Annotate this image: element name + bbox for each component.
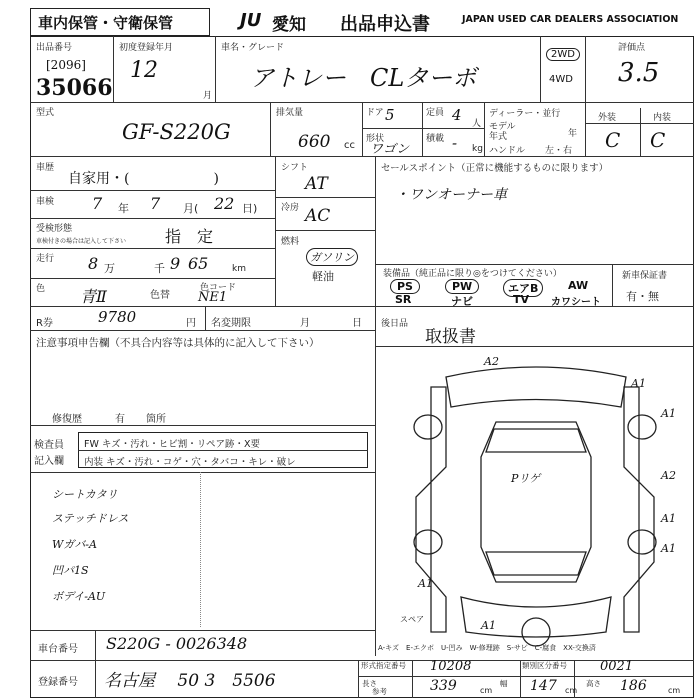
- model-label: 型式: [36, 108, 55, 118]
- color-code-label: 色コード: [200, 283, 237, 293]
- name-change-day: 日: [352, 318, 362, 329]
- plate-label: 登録番号: [38, 677, 78, 688]
- height-label: 高さ: [586, 679, 601, 688]
- drive-4wd: 4WD: [549, 74, 573, 85]
- title-left: 車内保管・守衛保管: [38, 14, 174, 32]
- recycle-label: R券: [36, 318, 53, 329]
- shift-label: シフト: [281, 163, 309, 173]
- doors-value: 5: [385, 106, 395, 124]
- height-value: 186: [620, 678, 647, 694]
- interior-grade: C: [650, 128, 666, 152]
- inspector-note-1: シートカタリ: [52, 488, 118, 501]
- equipment-pw: PW: [445, 279, 479, 294]
- type-designation-value: 10208: [430, 659, 472, 674]
- later-items-label: 後日品: [381, 319, 409, 329]
- repaint-label: 色替: [150, 290, 170, 301]
- fuel-option-gasoline: ガソリン: [306, 248, 358, 266]
- equipment-seat: カワシート: [551, 297, 601, 308]
- equipment-label: 装備品（純正品に限り◎をつけてください）: [383, 269, 562, 279]
- equipment-aw: AW: [568, 279, 589, 292]
- reference-label: 参考: [372, 687, 387, 696]
- equipment-ps: PS: [390, 279, 420, 294]
- equipment-sr: SR: [395, 293, 412, 306]
- inspector-note-5: ボデイ-AU: [52, 590, 106, 603]
- mileage-rest: 65: [188, 254, 209, 273]
- diagram-note: Pリゲ: [511, 472, 541, 485]
- displacement-value: 660: [298, 132, 331, 152]
- damage-mark-a1-bottom: A1: [481, 619, 496, 632]
- inspector-note-3: Wガバ-A: [52, 538, 97, 551]
- damage-mark-a1-right: A1: [661, 407, 676, 420]
- shift-value: AT: [305, 174, 328, 194]
- model-year-label: モデル: [489, 122, 516, 132]
- recycle-value: 9780: [98, 308, 137, 326]
- body-shape-value: ワゴン: [370, 142, 410, 157]
- mileage-man-unit: 万: [104, 262, 115, 275]
- length-value: 339: [430, 678, 457, 694]
- warranty-options: 有・無: [626, 290, 659, 303]
- plate-value: 名古屋 50 3 5506: [104, 671, 276, 691]
- evaluation-label: 評価点: [618, 43, 646, 53]
- chassis-value: S220G - 0026348: [106, 634, 248, 653]
- length-unit: cm: [480, 686, 493, 695]
- logo-org: 愛知: [272, 15, 306, 35]
- body-shape-label: 形状: [366, 134, 385, 144]
- equipment-tv: TV: [513, 293, 530, 306]
- inspection-month-unit: 月(: [183, 202, 199, 215]
- model-value: GF-S220G: [122, 120, 231, 144]
- displacement-label: 排気量: [276, 108, 304, 118]
- car-name-label: 車名・グレード: [221, 43, 285, 53]
- mileage-label: 走行: [36, 254, 55, 264]
- inspection-type-label: 受検形態: [36, 224, 73, 234]
- lot-number: 35066: [36, 75, 113, 101]
- inspection-day: 22: [214, 194, 235, 213]
- mileage-unit: km: [232, 264, 246, 274]
- seats-unit: 人: [472, 119, 482, 129]
- aircon-value: AC: [305, 206, 331, 226]
- exterior-grade: C: [605, 128, 621, 152]
- color-value: 青Ⅱ: [80, 287, 107, 306]
- inspection-type-value: 指 定: [165, 227, 214, 246]
- name-change-month: 月: [300, 318, 310, 329]
- inspection-year: 7: [92, 194, 103, 213]
- equipment-airbag: エアB: [503, 279, 543, 297]
- later-items-value: 取扱書: [425, 327, 476, 347]
- doors-label: ドア: [366, 108, 384, 118]
- fuel-option-diesel: 軽油: [312, 270, 334, 283]
- type-designation-label: 形式指定番号: [361, 661, 406, 670]
- lot-label: 出品番号: [36, 43, 73, 53]
- car-damage-diagram: [376, 347, 694, 647]
- recycle-unit: 円: [186, 318, 196, 329]
- notes-label: 注意事項申告欄（不具合内容等は具体的に記入して下さい）: [36, 337, 320, 349]
- dealer-label: ディーラー・並行: [489, 109, 561, 119]
- mileage-thou-unit: 千: [154, 262, 165, 275]
- registration-year: 12: [130, 58, 158, 83]
- seats-value: 4: [452, 106, 462, 124]
- load-value: -: [452, 134, 458, 152]
- year-label: 年式: [489, 132, 508, 142]
- lot-sub-number: [2096]: [46, 58, 86, 72]
- car-name: アトレー CLターボ: [250, 64, 477, 92]
- displacement-unit: cc: [344, 140, 355, 151]
- seats-label: 定員: [426, 108, 445, 118]
- equipment-navi: ナビ: [451, 295, 473, 308]
- inspector-note-2: ステッチドレス: [52, 512, 129, 525]
- evaluation-score: 3.5: [618, 58, 660, 88]
- repair-value: 有: [115, 414, 125, 425]
- load-unit: kg: [472, 144, 483, 154]
- mileage-thou: 9: [170, 254, 181, 273]
- height-unit: cm: [668, 686, 681, 695]
- inspector-note-4: 凹パ1S: [52, 564, 89, 577]
- class-label: 類別区分番号: [522, 661, 567, 670]
- spare-label: スペア: [400, 615, 424, 624]
- damage-mark-a1-front-right: A1: [631, 377, 646, 390]
- exterior-label: 外装: [598, 113, 617, 123]
- history-label: 車歴: [36, 163, 55, 173]
- length-label: 長さ: [362, 679, 377, 688]
- name-change-label: 名変期限: [211, 318, 251, 329]
- handle-options: 左・右: [545, 146, 573, 156]
- selling-points-value: ・ワンオーナー車: [395, 187, 507, 203]
- year-unit: 年: [568, 129, 578, 139]
- inspection-type-note: 車検付きの場合は記入して下さい: [36, 238, 127, 245]
- drive-2wd: 2WD: [546, 48, 580, 61]
- damage-mark-a2-top: A2: [484, 355, 499, 368]
- width-unit: cm: [565, 686, 578, 695]
- registration-label: 初度登録年月: [119, 43, 174, 53]
- interior-label: 内装: [653, 113, 672, 123]
- mileage-man: 8: [88, 254, 99, 273]
- repair-place: 箇所: [146, 414, 166, 425]
- damage-mark-a1-right-rear: A1: [661, 512, 676, 525]
- inspector-fw-line: FW キズ・汚れ・ヒビ割・リペア跡・X要: [84, 439, 261, 450]
- inspector-label-1: 検査員: [34, 440, 64, 451]
- handle-label: ハンドル: [489, 146, 526, 156]
- aircon-label: 冷房: [281, 203, 300, 213]
- repair-label: 修復歴: [52, 414, 82, 425]
- warranty-label: 新車保証書: [622, 271, 668, 281]
- inspector-label-2: 記入欄: [34, 456, 64, 467]
- width-value: 147: [530, 678, 557, 694]
- damage-mark-a2-right: A2: [661, 469, 676, 482]
- color-label: 色: [36, 284, 46, 294]
- inspection-day-unit: 日): [242, 202, 258, 215]
- width-label: 幅: [500, 679, 508, 688]
- form-title: 出品申込書: [340, 14, 430, 35]
- inspection-label: 車検: [36, 197, 55, 207]
- org-english: JAPAN USED CAR DEALERS ASSOCIATION: [462, 14, 679, 25]
- color-code: NE1: [198, 290, 228, 305]
- fuel-label: 燃料: [281, 237, 300, 247]
- damage-mark-a1-rear-left: A1: [418, 577, 433, 590]
- inspection-year-unit: 年: [118, 202, 129, 215]
- selling-points-label: セールスポイント（正常に機能するものに限ります）: [381, 163, 609, 174]
- load-label: 積載: [426, 134, 445, 144]
- damage-mark-a1-rear-right: A1: [661, 542, 676, 555]
- class-value: 0021: [600, 659, 634, 674]
- chassis-label: 車台番号: [38, 644, 78, 655]
- ju-logo: JU: [240, 10, 262, 31]
- inspector-interior-line: 内装 キズ・汚れ・コゲ・穴・タバコ・キレ・破レ: [84, 457, 296, 468]
- history-value: 自家用・( ): [68, 171, 219, 187]
- damage-legend: A-キズ E-エクボ U-凹み W-修理跡 S-サビ C-腐食 XX-交換済: [378, 644, 596, 652]
- registration-month-unit: 月: [203, 91, 213, 101]
- inspection-month: 7: [150, 194, 161, 213]
